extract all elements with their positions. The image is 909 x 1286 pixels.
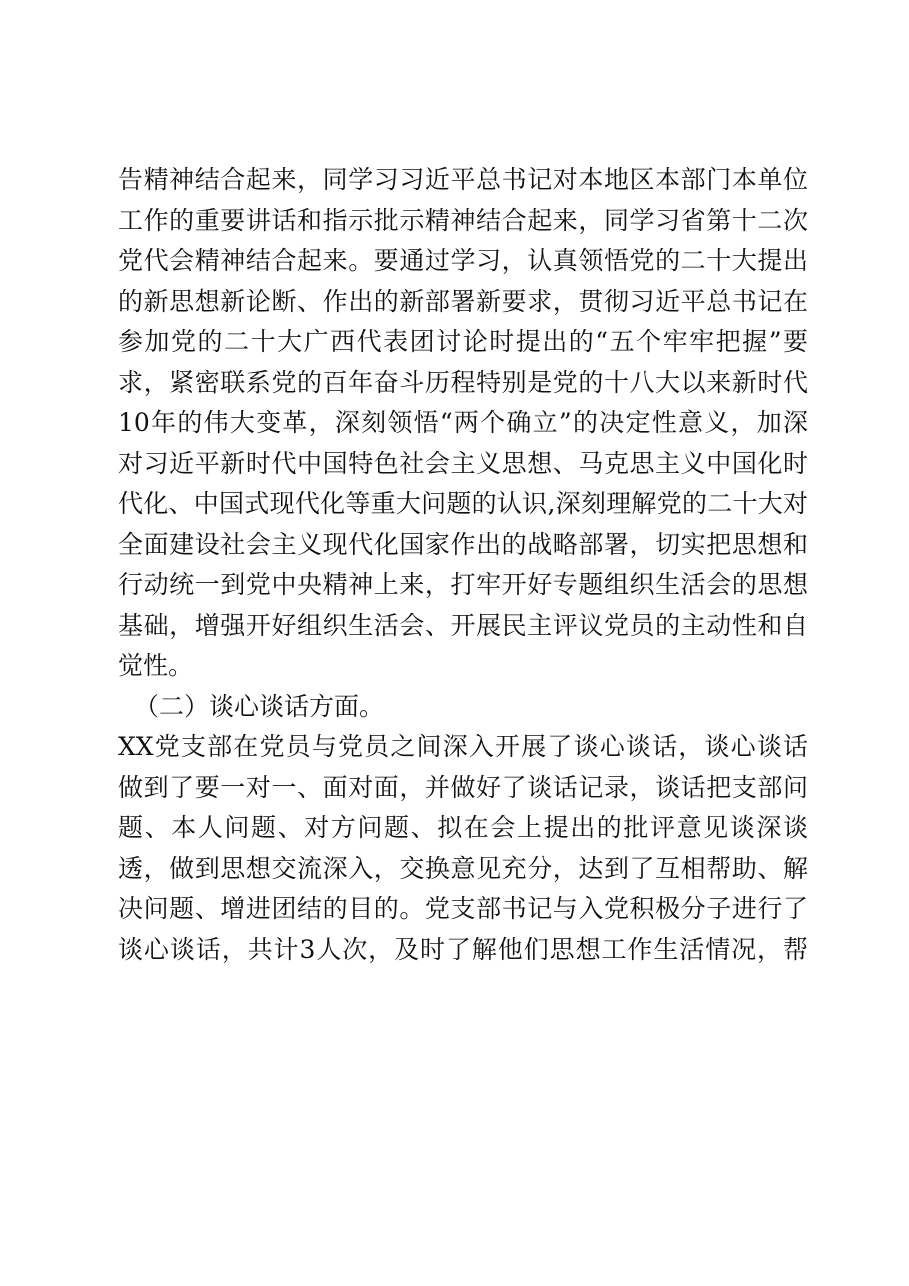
text-line: 觉性。 [118, 651, 194, 680]
text-line: 透，做到思想交流深入，交换意见充分，达到了互相帮助、解 [118, 853, 808, 883]
text-line: 告精神结合起来，同学习习近平总书记对本地区本部门本单位 [118, 165, 808, 194]
text-line: 参加党的二十大广西代表团讨论时提出的“五个牢牢把握”要 [118, 327, 808, 356]
text-line: XX党支部在党员与党员之间深入开展了谈心谈话，谈心谈话 [118, 732, 808, 761]
text-line: 行动统一到党中央精神上来，打牢开好专题组织生活会的思想 [118, 570, 808, 599]
section-heading-text: （二）谈心谈话方面。 [134, 691, 385, 721]
text-line: 基础，增强开好组织生活会、开展民主评议党员的主动性和自 [118, 610, 808, 640]
document-body [118, 160, 808, 970]
text-line: 全面建设社会主义现代化国家作出的战略部署，切实把思想和 [118, 529, 808, 559]
paragraph-1 [118, 160, 808, 687]
text-line: 代化、中国式现代化等重大问题的认识,深刻理解党的二十大对 [118, 489, 808, 518]
paragraph-2 [118, 727, 808, 970]
text-line: 工作的重要讲话和指示批示精神结合起来，同学习省第十二次 [118, 205, 808, 235]
text-line: 做到了要一对一、面对面，并做好了谈话记录，谈话把支部问 [118, 772, 808, 802]
text-line: 的新思想新论断、作出的新部署新要求，贯彻习近平总书记在 [118, 286, 808, 316]
section-heading [118, 687, 808, 728]
text-line: 对习近平新时代中国特色社会主义思想、马克思主义中国化时 [118, 448, 808, 478]
text-line: 10年的伟大变革，深刻领悟“两个确立”的决定性意义，加深 [118, 408, 808, 437]
text-line: 题、本人问题、对方问题、拟在会上提出的批评意见谈深谈 [118, 813, 808, 842]
text-line: 党代会精神结合起来。要通过学习，认真领悟党的二十大提出 [118, 246, 808, 275]
text-line: 求，紧密联系党的百年奋斗历程特别是党的十八大以来新时代 [118, 367, 808, 397]
text-line: 决问题、增进团结的目的。党支部书记与入党积极分子进行了 [118, 894, 808, 923]
text-line: 谈心谈话，共计3人次，及时了解他们思想工作生活情况，帮 [118, 934, 808, 964]
